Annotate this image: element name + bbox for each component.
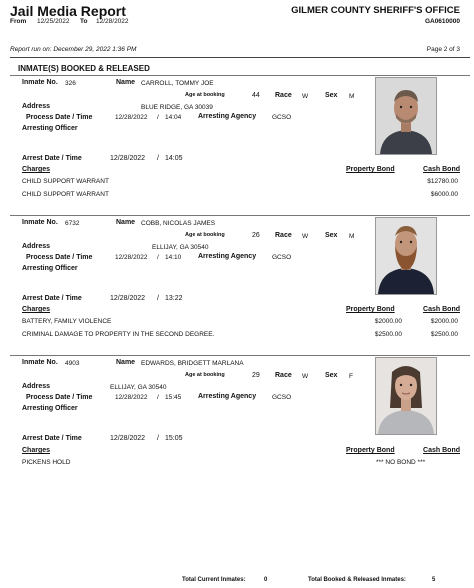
total-booked-label: Total Booked & Released Inmates: [308,577,406,583]
process-date: 12/28/2022 [115,114,148,121]
process-separator: / [157,254,159,261]
process-time: 14:04 [165,114,182,121]
arresting-agency-value: GCSO [272,114,292,121]
property-bond-header: Property Bond [346,306,395,313]
from-date: 12/25/2022 [37,18,70,25]
charges-header: Charges [22,166,51,173]
arrest-date-label: Arrest Date / Time [22,295,82,302]
process-date: 12/28/2022 [115,254,148,261]
race-label: Race [275,92,292,99]
age-value: 44 [252,92,260,99]
arrest-time: 15:05 [165,435,183,442]
charge-description: CHILD SUPPORT WARRANT [22,191,109,198]
property-bond-value: $2000.00 [374,318,402,325]
inmate-no-label: Inmate No. [22,79,58,86]
mugshot-image [376,218,436,294]
arrest-separator: / [157,295,159,302]
arrest-date: 12/28/2022 [110,435,146,442]
charges-header: Charges [22,306,51,313]
charge-description: BATTERY, FAMILY VIOLENCE [22,318,112,325]
address-label: Address [22,243,51,250]
address-label: Address [22,103,51,110]
address-label: Address [22,383,51,390]
section-title: INMATE(S) BOOKED & RELEASED [18,64,150,73]
arresting-officer-label: Arresting Officer [22,405,78,412]
header-divider [10,57,470,58]
sex-label: Sex [325,232,338,239]
process-label: Process Date / Time [26,394,93,401]
inmate-name: CARROLL, TOMMY JOE [141,80,214,87]
name-label: Name [116,219,136,226]
charges-header: Charges [22,447,51,454]
arrest-date-label: Arrest Date / Time [22,435,82,442]
inmate-photo [375,77,437,155]
race-value: W [302,233,309,240]
total-booked-value: 5 [432,577,436,583]
arresting-agency-value: GCSO [272,394,292,401]
property-bond-header: Property Bond [346,447,395,454]
arrest-date: 12/28/2022 [110,155,146,162]
record-divider [10,355,470,356]
mugshot-image [376,78,436,154]
page-number: Page 2 of 3 [426,46,460,53]
process-time: 15:45 [165,394,182,401]
arrest-date: 12/28/2022 [110,295,146,302]
inmate-name: COBB, NICOLAS JAMES [141,220,216,227]
race-value: W [302,93,309,100]
mugshot-image [376,358,436,434]
report-title: Jail Media Report [10,3,126,19]
cash-bond-value: $2500.00 [430,331,458,338]
age-label: Age at booking [185,92,225,98]
inmate-no: 6732 [65,220,80,227]
record-divider [10,215,470,216]
sex-value: F [349,373,353,380]
arrest-separator: / [157,155,159,162]
address-value: BLUE RIDGE, GA 30039 [141,104,213,111]
from-label: From [10,18,27,25]
cash-bond-value: $12780.00 [427,178,458,185]
cash-bond-header: Cash Bond [423,447,460,454]
sex-label: Sex [325,372,338,379]
total-current-value: 0 [264,577,268,583]
total-current-label: Total Current Inmates: [182,577,246,583]
charge-description: CHILD SUPPORT WARRANT [22,178,109,185]
inmate-photo [375,217,437,295]
race-label: Race [275,232,292,239]
inmate-no-label: Inmate No. [22,219,58,226]
address-value: ELLIJAY, GA 30540 [110,384,167,391]
sex-value: M [349,93,355,100]
section-divider [10,75,470,76]
process-label: Process Date / Time [26,254,93,261]
cash-bond-value: *** NO BOND *** [376,459,426,466]
process-date: 12/28/2022 [115,394,148,401]
arrest-date-label: Arrest Date / Time [22,155,82,162]
inmate-photo [375,357,437,435]
cash-bond-header: Cash Bond [423,306,460,313]
cash-bond-header: Cash Bond [423,166,460,173]
age-label: Age at booking [185,372,225,378]
to-date: 12/28/2022 [96,18,129,25]
name-label: Name [116,79,136,86]
agency-code: GA0610000 [424,18,460,25]
process-separator: / [157,114,159,121]
arresting-agency-label: Arresting Agency [198,113,257,120]
charge-description: CRIMINAL DAMAGE TO PROPERTY IN THE SECOND DEGREE. [22,331,215,338]
cash-bond-value: $2000.00 [430,318,458,325]
age-label: Age at booking [185,232,225,238]
report-run-on: Report run on: December 29, 2022 1:36 PM [10,46,137,53]
cash-bond-value: $6000.00 [430,191,458,198]
to-label: To [80,18,88,25]
address-value: ELLIJAY, GA 30540 [152,244,209,251]
age-value: 26 [252,232,260,239]
age-value: 29 [252,372,260,379]
process-label: Process Date / Time [26,114,93,121]
arresting-officer-label: Arresting Officer [22,125,78,132]
sex-label: Sex [325,92,338,99]
arresting-agency-label: Arresting Agency [198,393,257,400]
arresting-agency-value: GCSO [272,254,292,261]
race-label: Race [275,372,292,379]
arrest-time: 14:05 [165,155,183,162]
inmate-no-label: Inmate No. [22,359,58,366]
property-bond-value: $2500.00 [374,331,402,338]
arrest-separator: / [157,435,159,442]
process-separator: / [157,394,159,401]
process-time: 14:10 [165,254,182,261]
charge-description: PICKENS HOLD [22,459,71,466]
arrest-time: 13:22 [165,295,183,302]
arresting-officer-label: Arresting Officer [22,265,78,272]
sex-value: M [349,233,355,240]
inmate-no: 4903 [65,360,80,367]
agency-name: GILMER COUNTY SHERIFF'S OFFICE [291,5,460,16]
inmate-no: 326 [65,80,76,87]
inmate-name: EDWARDS, BRIDGETT MARLANA [141,360,244,367]
arresting-agency-label: Arresting Agency [198,253,257,260]
race-value: W [302,373,309,380]
property-bond-header: Property Bond [346,166,395,173]
name-label: Name [116,359,136,366]
